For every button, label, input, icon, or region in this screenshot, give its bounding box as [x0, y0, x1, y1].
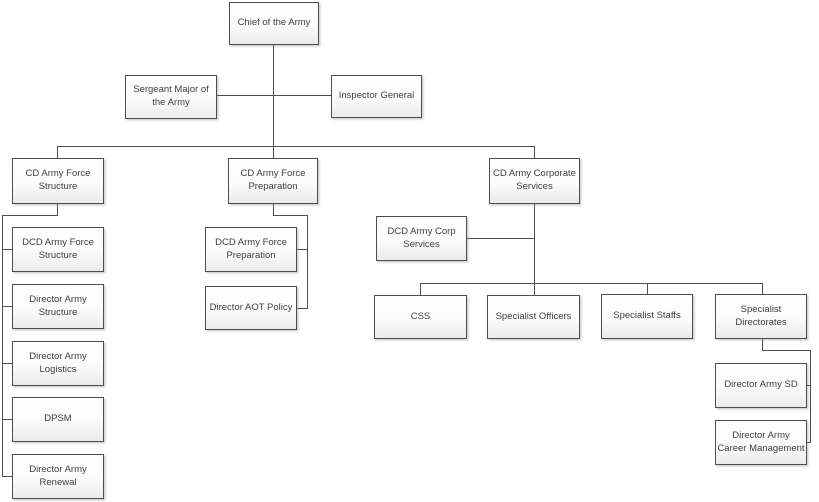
org-node-label: Specialist Staffs: [613, 310, 681, 322]
connector-line: [2, 215, 58, 216]
org-node-specialist-officers: [487, 295, 580, 339]
org-node-director-army-career-management: [715, 420, 807, 465]
org-node-label: CSS: [410, 310, 431, 322]
org-node-label: CD Army Force Structure: [25, 168, 91, 192]
org-node-label: CD Army Force Preparation: [240, 168, 306, 192]
org-node-dcd-army-force-structure: [12, 227, 104, 272]
org-node-label: Director Army Structure: [29, 293, 87, 318]
org-node-inspector-general: [331, 75, 422, 118]
connector-line: [807, 442, 811, 443]
org-node-label: DCD Army Force Structure: [22, 236, 94, 261]
connector-line: [217, 95, 332, 96]
connector-line: [297, 308, 308, 309]
org-node-cd-army-force-preparation: [228, 158, 318, 204]
org-node-label: Sergeant Major of the Army: [133, 84, 209, 108]
org-node-specialist-directorates: [715, 294, 807, 339]
org-node-chief-of-the-army: [229, 2, 319, 45]
org-node-director-aot-policy: [205, 286, 297, 330]
connector-line: [57, 146, 535, 147]
org-node-label: DPSM: [44, 413, 72, 425]
org-node-dcd-army-corp-services: [376, 216, 467, 261]
connector-line: [307, 215, 308, 309]
org-node-label: Director Army Career Management: [717, 429, 805, 454]
connector-line: [273, 45, 274, 159]
org-node-director-army-logistics: [12, 341, 104, 386]
connector-line: [273, 215, 308, 216]
org-node-dpsm: [12, 397, 104, 442]
org-node-label: Inspector General: [338, 90, 415, 102]
connector-line: [762, 350, 811, 351]
org-node-cd-army-force-structure: [12, 158, 104, 204]
connector-line: [420, 283, 763, 284]
org-node-css: [374, 295, 467, 339]
org-node-cd-army-corporate-services: [489, 158, 580, 204]
org-node-specialist-staffs: [601, 294, 693, 339]
org-node-label: Specialist Directorates: [735, 303, 787, 328]
org-node-label: DCD Army Corp Services: [387, 225, 456, 250]
org-node-director-army-renewal: [12, 454, 104, 499]
connector-line: [810, 350, 811, 443]
org-node-label: CD Army Corporate Services: [493, 168, 576, 192]
org-node-director-army-structure: [12, 284, 104, 329]
org-node-label: Director AOT Policy: [209, 301, 293, 313]
org-node-label: Director Army SD: [724, 379, 798, 391]
connector-line: [467, 238, 535, 239]
connector-line: [2, 215, 3, 477]
org-node-dcd-army-force-preparation: [205, 227, 297, 272]
org-node-director-army-sd: [715, 363, 807, 408]
org-node-label: Chief of the Army: [237, 17, 311, 29]
org-node-label: Specialist Officers: [495, 310, 572, 322]
org-node-label: Director Army Renewal: [29, 463, 87, 488]
connector-line: [297, 249, 308, 250]
org-node-label: DCD Army Force Preparation: [215, 236, 287, 261]
connector-line: [807, 385, 811, 386]
org-node-label: Director Army Logistics: [29, 350, 87, 375]
org-node-sergeant-major-of-the-army: [125, 75, 217, 119]
